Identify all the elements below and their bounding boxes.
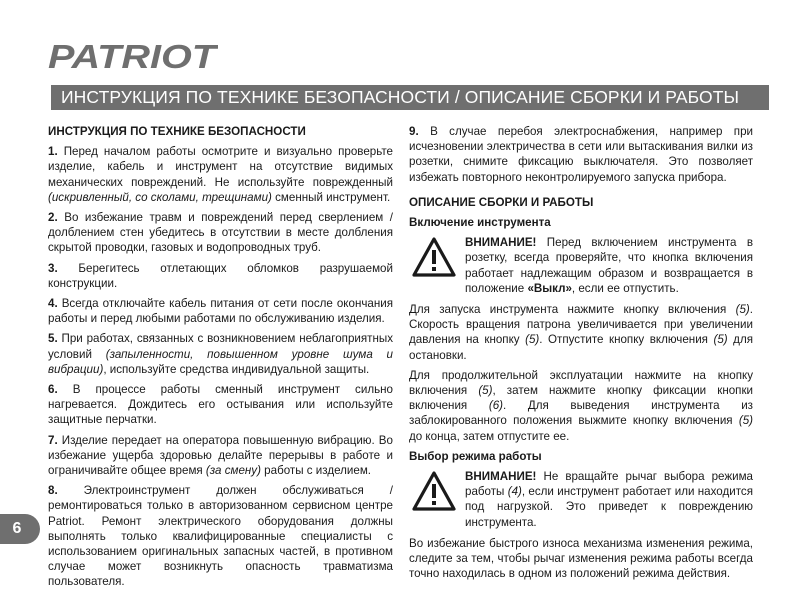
assembly-heading: ОПИСАНИЕ СБОРКИ И РАБОТЫ [409,195,594,209]
safety-item-1: 1. Перед началом работы осмотрите и визуально проверьте изделие, кабель и инструмент на отсутствие видимых механических повреждений. Не используйте поврежденный (искривленный, со сколами, трещинами) сменный инструмент. [48,145,393,204]
page-number: 6 [0,514,40,544]
safety-item-6: 6. В процессе работы сменный инструмент сильно нагревается. Дождитесь его остывания или используйте защитные перчатки. [48,383,393,427]
patriot-logo [48,38,218,74]
safety-item-9: 9. В случае перебоя электроснабжения, например при исчезновении электричества в сети или вытаскивания вилки из розетки, снимите фиксацию выключателя. Это позволяет избежать повторного неконтролируемого запуска прибора. [409,125,753,184]
warning-triangle-icon [412,237,456,277]
switching-on-paragraph-2: Для продолжительной эксплуатации нажмите на кнопку включения (5), затем нажмите кнопку фиксации кнопки включения (6). Для выведения инструмента из заблокированного положения выжмите кнопку включения (5) до конца, затем отпустите ее. [409,368,754,443]
safety-item-4: 4. Всегда отключайте кабель питания от сети после окончания работы и перед любыми работами по обслуживанию изделия. [48,297,393,326]
patriot-logo-graphic [48,38,218,74]
mode-select-warning: ВНИМАНИЕ! Не вращайте рычаг выбора режима работы (4), если инструмент работает или находится под нагрузкой. Это приведет к повреждению инструмента. [409,469,753,530]
safety-item-5: 5. При работах, связанных с возникновением неблагоприятных условий (запыленности, повышенном уровне шума и вибрации), используйте средства индивидуальной защиты. [48,332,394,376]
safety-item-3: 3. Берегитесь отлетающих обломков разрушаемой конструкции. [48,261,393,290]
switching-on-warning: ВНИМАНИЕ! Перед включением инструмента в розетку, всегда проверяйте, что кнопка включения работает надлежащим образом и возвращается в положение «Выкл», если ее отпустить. [409,235,753,296]
mode-select-title: Выбор режима работы [409,449,542,463]
mode-select-paragraph: Во избежание быстрого износа механизма изменения режима, следите за тем, чтобы рычаг изменения режима работы всегда точно находилась в одном из положений режима действия. [409,536,753,581]
logo-wordmark: PATRIOT [48,38,218,74]
safety-item-7: 7. Изделие передает на оператора повышенную вибрацию. Во избежание ущерба здоровью делайте перерывы в работе и ограничивайте общее время (за смену) работы с изделием. [48,433,393,478]
switching-on-title: Включение инструмента [409,216,551,230]
safety-column [48,124,393,595]
safety-item-2: 2. Во избежание травм и повреждений перед сверлением / долблением стен убедитесь в отсутствии в месте долбления скрытой проводки, газовых и водопроводных труб. [48,211,393,255]
switching-on-paragraph-1: Для запуска инструмента нажмите кнопку включения (5). Скорость вращения патрона увеличивается при увеличении давления на кнопку (5). Отпустите кнопку включения (5) для остановки. [409,303,753,362]
assembly-column [409,124,753,586]
warning-triangle-icon [412,471,456,511]
safety-item-8: 8. Электроинструмент должен обслуживаться / ремонтироваться только в авторизованном сервисном центре Patriot. Ремонт электрического оборудования должны выполнять только квалифицированные специалисты с использованием оригинальных запасных частей, в противном случае может возникнуть опасность травматизма пользователя. [48,484,393,589]
safety-heading: ИНСТРУКЦИЯ ПО ТЕХНИКЕ БЕЗОПАСНОСТИ [48,125,306,138]
section-banner: ИНСТРУКЦИЯ ПО ТЕХНИКЕ БЕЗОПАСНОСТИ / ОПИСАНИЕ СБОРКИ И РАБОТЫ [51,85,769,110]
